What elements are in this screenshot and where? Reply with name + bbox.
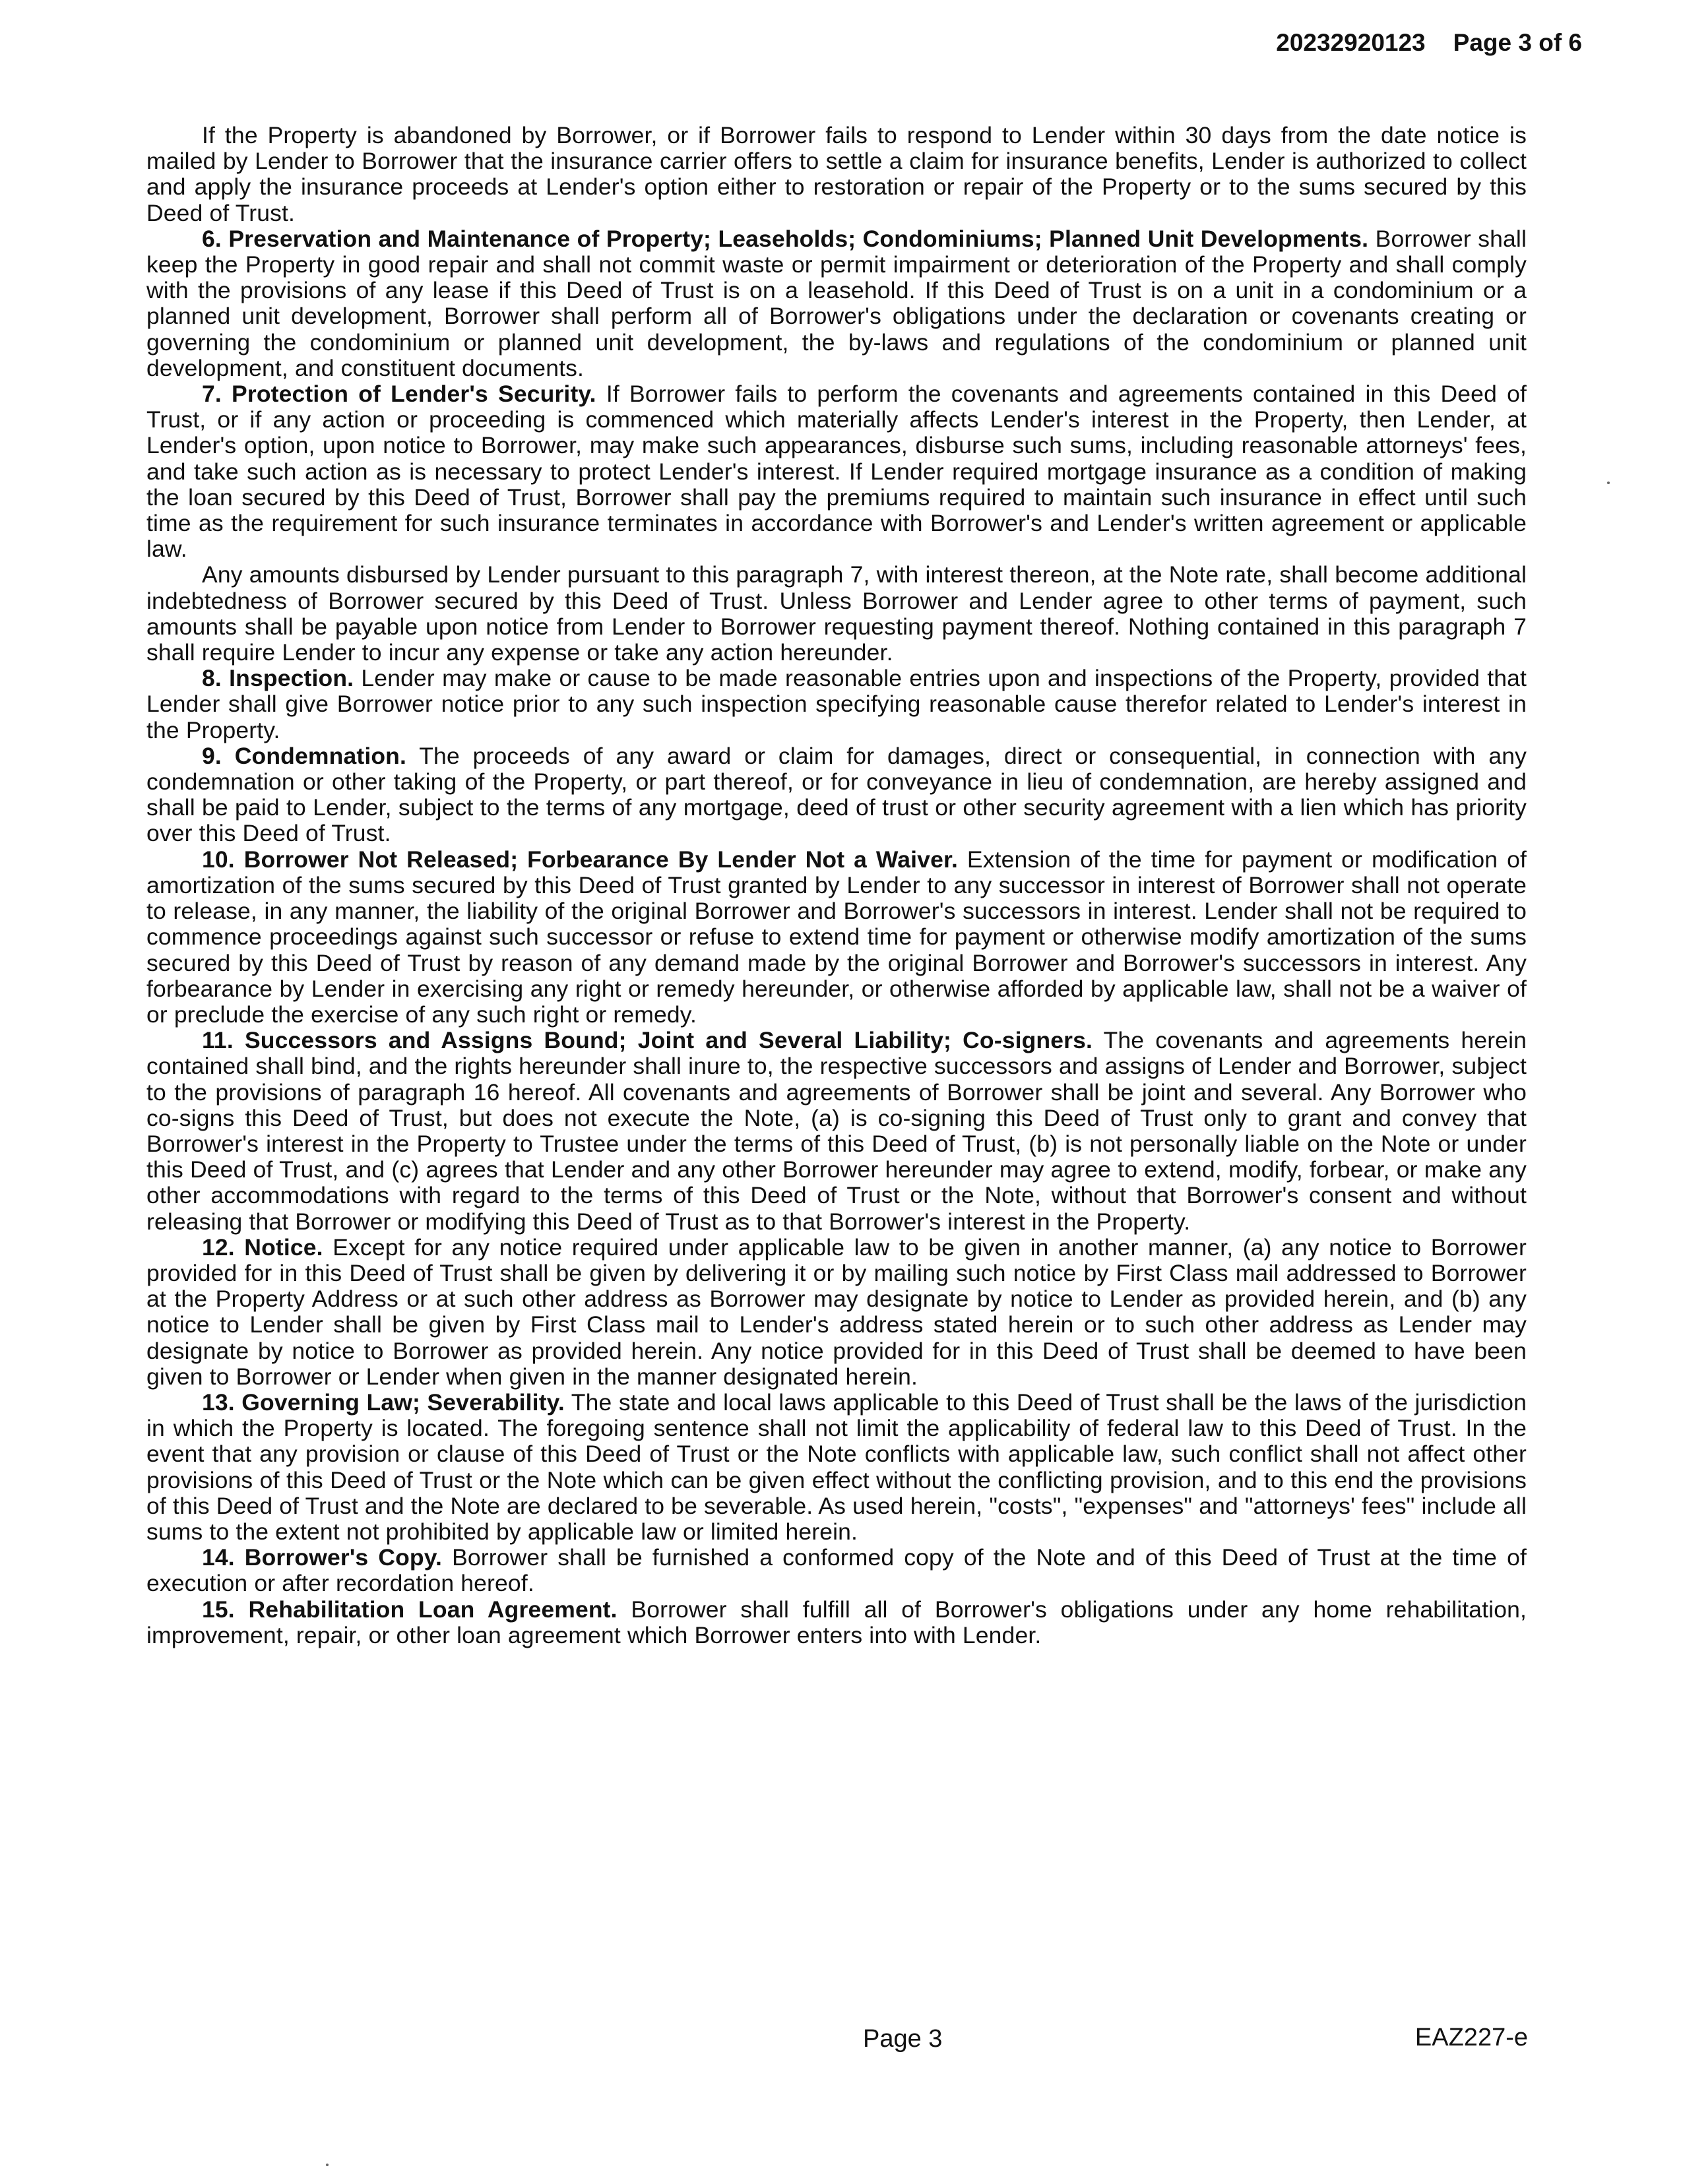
paragraph-text: Borrower shall keep the Property in good repair and shall not commit waste or permit impairment or deterioration of the Property and shall comply with the provisions of any lease if this Deed of Trust is on a leasehold. If this Deed of Trust is on a unit in a condominium or a planned unit development, Borrower shall perform all of Borrower's obligations under the declaration or covenants creating or governing the condominium or planned unit development, the by-laws and regulations of the condominium or planned unit development, and constituent documents. [146, 225, 1527, 381]
scan-speck [326, 2164, 329, 2166]
paragraph-heading: 15. Rehabilitation Loan Agreement. [202, 1596, 618, 1623]
paragraph-heading: 9. Condemnation. [202, 742, 407, 769]
paragraph-heading: 13. Governing Law; Severability. [202, 1388, 565, 1416]
paragraph-text: If the Property is abandoned by Borrower, or if Borrower fails to respond to Lender within 30 days from the date notice is mailed by Lender to Borrower that the insurance carrier offers to settle a claim for insurance benefits, Lender is authorized to collect and apply the insurance proceeds at Lender's option either to restoration or repair of the Property or to the sums secured by this Deed of Trust. [146, 122, 1527, 226]
paragraph-7-amounts-disbursed [146, 562, 1527, 666]
paragraph-heading: 10. Borrower Not Released; Forbearance By Lender Not a Waiver. [202, 846, 958, 873]
paragraph-15-rehabilitation [146, 1597, 1527, 1648]
page-header [1276, 29, 1582, 57]
paragraph-heading: 14. Borrower's Copy. [202, 1544, 443, 1571]
paragraph-10-forbearance [146, 847, 1527, 1028]
paragraph-11-successors [146, 1028, 1527, 1235]
paragraph-abandonment [146, 123, 1527, 226]
paragraph-heading: 12. Notice. [202, 1233, 323, 1261]
paragraph-text: The proceeds of any award or claim for damages, direct or consequential, in connection with any condemnation or other taking of the Property, or part thereof, or for conveyance in lieu of condemnation, are hereby assigned and shall be paid to Lender, subject to the terms of any mortgage, deed of trust or other security agreement with a lien which has priority over this Deed of Trust. [146, 742, 1527, 847]
paragraph-text: The covenants and agreements herein contained shall bind, and the rights hereunder shall inure to, the respective successors and assigns of Lender and Borrower, subject to the provisions of paragraph 16 hereof. All covenants and agreements of Borrower shall be joint and several. Any Borrower who co-signs this Deed of Trust, but does not execute the Note, (a) is co-signing this Deed of Trust only to grant and convey that Borrower's interest in the Property to Trustee under the terms of this Deed of Trust, (b) is not personally liable on the Note or under this Deed of Trust, and (c) agrees that Lender and any other Borrower hereunder may agree to extend, modify, forbear, or make any other accommodations with regard to the terms of this Deed of Trust or the Note, without that Borrower's consent and without releasing that Borrower or modifying this Deed of Trust as to that Borrower's interest in the Property. [146, 1027, 1527, 1235]
paragraph-text: Any amounts disbursed by Lender pursuant to this paragraph 7, with interest thereon, at the Note rate, shall become additional indebtedness of Borrower secured by this Deed of Trust. Unless Borrower and Lender agree to other terms of payment, such amounts shall be payable upon notice from Lender to Borrower requesting payment thereof. Nothing contained in this paragraph 7 shall require Lender to incur any expense or take any action hereunder. [146, 561, 1527, 666]
paragraph-text: Borrower shall fulfill all of Borrower's obligations under any home rehabilitation, improvement, repair, or other loan agreement which Borrower enters into with Lender. [146, 1596, 1527, 1648]
paragraph-text: Lender may make or cause to be made reasonable entries upon and inspections of the Property, provided that Lender shall give Borrower notice prior to any such inspection specifying reasonable cause therefor related to Lender's interest in the Property. [146, 665, 1527, 743]
paragraph-12-notice [146, 1235, 1527, 1390]
footer-page-number: Page 3 [863, 2025, 943, 2053]
paragraph-6-preservation [146, 226, 1527, 381]
paragraph-text: Extension of the time for payment or modification of amortization of the sums secured by this Deed of Trust granted by Lender to any successor in interest of Borrower shall not operate to release, in any manner, the liability of the original Borrower and Borrower's successors in interest. Lender shall not be required to commence proceedings against such successor or refuse to extend time for payment or otherwise modify amortization of the sums secured by this Deed of Trust by reason of any demand made by the original Borrower and Borrower's successors in interest. Any forbearance by Lender in exercising any right or remedy hereunder, or otherwise afforded by applicable law, shall not be a waiver of or preclude the exercise of any such right or remedy. [146, 846, 1527, 1028]
paragraph-8-inspection [146, 666, 1527, 743]
paragraph-13-governing-law [146, 1390, 1527, 1545]
paragraph-9-condemnation [146, 743, 1527, 847]
footer-form-code: EAZ227-e [1414, 2024, 1528, 2051]
paragraph-14-borrowers-copy [146, 1545, 1527, 1596]
paragraph-text: If Borrower fails to perform the covenants and agreements contained in this Deed of Trust, or if any action or proceeding is commenced which materially affects Lender's interest in the Property, then Lender, at Lender's option, upon notice to Borrower, may make such appearances, disburse such sums, including reasonable attorneys' fees, and take such action as is necessary to protect Lender's interest. If Lender required mortgage insurance as a condition of making the loan secured by this Deed of Trust, Borrower shall pay the premiums required to maintain such insurance in effect until such time as the requirement for such insurance terminates in accordance with Borrower's and Lender's written agreement or applicable law. [146, 381, 1527, 563]
paragraph-text: Except for any notice required under applicable law to be given in another manner, (a) any notice to Borrower provided for in this Deed of Trust shall be given by delivering it or by mailing such notice by First Class mail addressed to Borrower at the Property Address or at such other address as Borrower may designate by notice to Lender as provided herein, and (b) any notice to Lender shall be given by First Class mail to Lender's address stated herein or to such other address as Lender may designate by notice to Borrower as provided herein. Any notice provided for in this Deed of Trust shall be deemed to have been given to Borrower or Lender when given in the manner designated herein. [146, 1233, 1527, 1390]
paragraph-heading: 7. Protection of Lender's Security. [202, 381, 596, 408]
paragraph-heading: 11. Successors and Assigns Bound; Joint and Several Liability; Co-signers. [202, 1027, 1093, 1054]
paragraph-text: The state and local laws applicable to this Deed of Trust shall be the laws of the jurisdiction in which the Property is located. The foregoing sentence shall not limit the applicability of federal law to this Deed of Trust. In the event that any provision or clause of this Deed of Trust or the Note conflicts with applicable law, such conflict shall not affect other provisions of this Deed of Trust or the Note which can be given effect without the conflicting provision, and to this end the provisions of this Deed of Trust and the Note are declared to be severable. As used herein, "costs", "expenses" and "attorneys' fees" include all sums to the extent not prohibited by applicable law or limited herein. [146, 1388, 1527, 1545]
page-count-label: Page 3 of 6 [1453, 29, 1582, 56]
paragraph-7-protection [146, 381, 1527, 562]
scan-speck [1607, 482, 1610, 484]
paragraph-heading: 6. Preservation and Maintenance of Property; Leaseholds; Condominiums; Planned Unit Developments. [202, 225, 1369, 252]
recording-number: 20232920123 [1276, 29, 1426, 56]
paragraph-text: Borrower shall be furnished a conformed copy of the Note and of this Deed of Trust at the time of execution or after recordation hereof. [146, 1544, 1527, 1597]
paragraph-heading: 8. Inspection. [202, 665, 354, 692]
document-body [146, 123, 1527, 1648]
